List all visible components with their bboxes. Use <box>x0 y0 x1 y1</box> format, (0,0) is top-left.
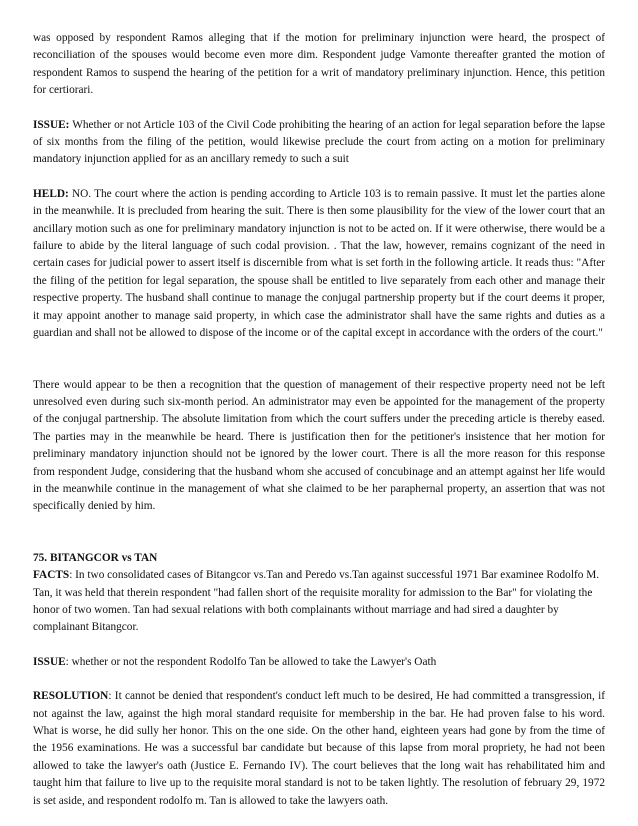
held-text: NO. The court where the action is pending according to Article 103 is to remain passive. It must let the parties alone in the meanwhile. It is precluded from hearing the suit. There is then some plausibility for the view of the lower court that an ancillary motion such as one for preliminary mandatory injunction is not to be acted on. If it were otherwise, there would be a failure to abide by the literal language of such codal provision. . That the law, however, remains cognizant of the need in certain cases for judicial power to assert itself is discernible from what is set forth in the following article. It reads thus: "After the filing of the petition for legal separation, the spouse shall be entitled to live separately from each other and manage their respective property. The husband shall continue to manage the conjugal partnership property but if the court deems it proper, it may appoint another to manage said property, in which case the administrator shall have the same rights and duties as a guardian and shall not be allowed to dispose of the income or of the capital except in accordance with the orders of the court." <box>33 187 605 340</box>
held-label: HELD: <box>33 187 69 200</box>
issue-paragraph <box>33 117 605 169</box>
paragraph-discussion: There would appear to be then a recognition that the question of management of their respective property need not be left unresolved even during such six-month period. An administrator may even be appointed for the management of the property of the conjugal partnership. The absolute limitation from which the court suffers under the preceding article is thereby eased. The parties may in the meanwhile be heard. There is justification then for the petitioner's insistence that her motion for preliminary mandatory injunction should not be ignored by the lower court. There is all the more reason for this response from respondent Judge, considering that the husband whom she accused of concubinage and an attempt against her life would in the meanwhile continue in the management of what she claimed to be her paraphernal property, an assertion that was not specifically denied by him. <box>33 378 605 513</box>
facts-paragraph <box>33 567 605 637</box>
case-heading: 75. BITANGCOR vs TAN <box>33 551 158 564</box>
resolution-label: RESOLUTION <box>33 690 109 703</box>
paragraph-intro: was opposed by respondent Ramos alleging that if the motion for preliminary injunction were heard, the prospect of reconciliation of the spouses would become even more dim. Respondent judge Vamonte thereafter granted the motion of respondent Ramos to suspend the hearing of the petition for a writ of mandatory preliminary injunction. Hence, this petition for certiorari. <box>33 32 605 97</box>
issue-label-2: ISSUE <box>33 655 66 668</box>
issue-paragraph-2 <box>33 654 605 671</box>
resolution-text: : It cannot be denied that respondent's conduct left much to be desired, He had committed a transgression, if not against the law, against the high moral standard requisite for membership in the bar. He had proven false to his word. What is worse, he did sully her honor. This on the one side. On the other hand, eighteen years had gone by from the time of the 1956 examinations. He was a successful bar candidate but because of this lapse from moral propriety, he had not been allowed to take the lawyer's oath (Justice E. Fernando IV). The court believes that the long wait has rehabilitated him and taught him that failure to live up to the requisite moral standard is not to be taken lightly. The resolution of february 29, 1972 is set aside, and respondent rodolfo m. Tan is allowed to take the lawyers oath. <box>33 690 605 807</box>
issue-text-2: : whether or not the respondent Rodolfo Tan be allowed to take the Lawyer's Oath <box>65 655 437 668</box>
issue-label: ISSUE: <box>33 118 70 131</box>
document-page <box>33 30 605 810</box>
facts-label: FACTS <box>33 569 70 582</box>
held-paragraph <box>33 186 605 343</box>
issue-text: Whether or not Article 103 of the Civil Code prohibiting the hearing of an action for legal separation before the lapse of six months from the filing of the petition, would likewise preclude the court from acting on a motion for preliminary mandatory injunction applied for as an ancillary remedy to such a suit <box>33 118 605 166</box>
facts-text: : In two consolidated cases of Bitangcor vs.Tan and Peredo vs.Tan against successful 1971 Bar examinee Rodolfo M. Tan, it was held that therein respondent "had fallen short of the requisite morality for admission to the Bar" for violating the honor of two women. Tan had sexual relations with both complainants without marriage and had sired a daughter by complainant Bitangcor. <box>33 569 600 634</box>
resolution-paragraph <box>33 688 605 810</box>
